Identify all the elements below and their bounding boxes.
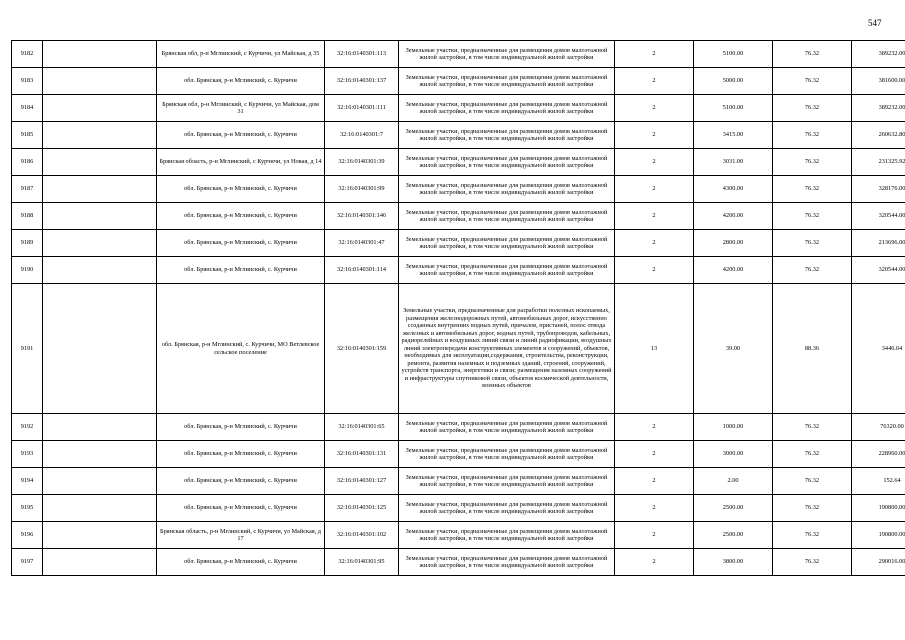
address-cell: Брянская обл, р-н Мглинский, с Курчичи, ул Майская, дом 31 <box>157 95 325 122</box>
rate-cell: 76.32 <box>773 68 852 95</box>
blank-cell <box>43 522 157 549</box>
category-cell: 2 <box>615 441 694 468</box>
address-cell: обл. Брянская, р-н Мглинский, с. Курчичи <box>157 441 325 468</box>
table-row <box>12 122 905 149</box>
row-number: 9190 <box>12 257 43 284</box>
area-cell: 2500.00 <box>694 522 773 549</box>
row-number: 9185 <box>12 122 43 149</box>
row-number: 9194 <box>12 468 43 495</box>
area-cell: 2800.00 <box>694 230 773 257</box>
permitted-use-cell: Земельные участки, предназначенные для размещения домов малоэтажной жилой застройки, в том числе индивидуальной жилой застройки <box>399 176 615 203</box>
category-cell: 2 <box>615 549 694 576</box>
rate-cell: 76.32 <box>773 95 852 122</box>
row-number: 9195 <box>12 495 43 522</box>
address-cell: обл. Брянская, р-н Мглинский, с. Курчичи <box>157 203 325 230</box>
row-number: 9182 <box>12 41 43 68</box>
row-number: 9193 <box>12 441 43 468</box>
address-cell: обл. Брянская, р-н Мглинский, с. Курчичи <box>157 414 325 441</box>
rate-cell: 76.32 <box>773 468 852 495</box>
blank-cell <box>43 441 157 468</box>
rate-cell: 76.32 <box>773 203 852 230</box>
rate-cell: 76.32 <box>773 41 852 68</box>
table-row <box>12 414 905 441</box>
area-cell: 2.00 <box>694 468 773 495</box>
permitted-use-cell: Земельные участки, предназначенные для разработки полезных ископаемых, размещения железнодорожных путей, автомобильных дорог, искусственно созданных внутренних водных путей, причалов, пристаней, полос отвода железных и автомобильных дорог, водных путей, трубопроводов, кабельных, радиорелейных и воздушных линий связи и линий радиофикации, воздушных линий электропередачи конструктивных элементов и сооружений, объектов, необходимых для эксплуатации,содержания, строительства, реконструкции, ремонта, развития наземных и подземных зданий, строений, сооружений, устройств транспорта, энергетики и связи; размещения наземных сооружений и инфраструктуры спутниковой связи, объектов космической деятельности, военных объектов <box>399 284 615 414</box>
permitted-use-cell: Земельные участки, предназначенные для размещения домов малоэтажной жилой застройки, в том числе индивидуальной жилой застройки <box>399 149 615 176</box>
cadastral-number-cell: 32:16:0140301:159 <box>325 284 399 414</box>
blank-cell <box>43 203 157 230</box>
blank-cell <box>43 68 157 95</box>
cadastral-number-cell: 32:16:0140301:65 <box>325 414 399 441</box>
row-number: 9191 <box>12 284 43 414</box>
permitted-use-cell: Земельные участки, предназначенные для размещения домов малоэтажной жилой застройки, в том числе индивидуальной жилой застройки <box>399 203 615 230</box>
area-cell: 4200.00 <box>694 203 773 230</box>
blank-cell <box>43 41 157 68</box>
cadastral-value-cell: 76320.00 <box>852 414 905 441</box>
category-cell: 2 <box>615 95 694 122</box>
address-cell: обл. Брянская, р-н Мглинский, с. Курчичи <box>157 176 325 203</box>
permitted-use-cell: Земельные участки, предназначенные для размещения домов малоэтажной жилой застройки, в том числе индивидуальной жилой застройки <box>399 95 615 122</box>
blank-cell <box>43 95 157 122</box>
table-row <box>12 95 905 122</box>
permitted-use-cell: Земельные участки, предназначенные для размещения домов малоэтажной жилой застройки, в том числе индивидуальной жилой застройки <box>399 522 615 549</box>
area-cell: 3031.00 <box>694 149 773 176</box>
table-row <box>12 495 905 522</box>
cadastral-value-cell: 190800.00 <box>852 522 905 549</box>
area-cell: 4300.00 <box>694 176 773 203</box>
address-cell: обл. Брянская, р-н Мглинский, с. Курчичи <box>157 468 325 495</box>
permitted-use-cell: Земельные участки, предназначенные для размещения домов малоэтажной жилой застройки, в том числе индивидуальной жилой застройки <box>399 549 615 576</box>
row-number: 9196 <box>12 522 43 549</box>
rate-cell: 88.36 <box>773 284 852 414</box>
cadastral-number-cell: 32:16:0140301:127 <box>325 468 399 495</box>
table-row <box>12 549 905 576</box>
area-cell: 5000.00 <box>694 68 773 95</box>
category-cell: 2 <box>615 522 694 549</box>
category-cell: 2 <box>615 122 694 149</box>
area-cell: 5100.00 <box>694 95 773 122</box>
cadastral-number-cell: 32:16:0140301:114 <box>325 257 399 284</box>
cadastral-number-cell: 32:16:0140301:99 <box>325 176 399 203</box>
permitted-use-cell: Земельные участки, предназначенные для размещения домов малоэтажной жилой застройки, в том числе индивидуальной жилой застройки <box>399 230 615 257</box>
category-cell: 13 <box>615 284 694 414</box>
row-number: 9192 <box>12 414 43 441</box>
rate-cell: 76.32 <box>773 549 852 576</box>
permitted-use-cell: Земельные участки, предназначенные для размещения домов малоэтажной жилой застройки, в том числе индивидуальной жилой застройки <box>399 414 615 441</box>
cadastral-number-cell: 32:16:0140301:47 <box>325 230 399 257</box>
cadastral-number-cell: 32:16:0140301:7 <box>325 122 399 149</box>
rate-cell: 76.32 <box>773 176 852 203</box>
cadastral-number-cell: 32:16:0140301:102 <box>325 522 399 549</box>
area-cell: 1000.00 <box>694 414 773 441</box>
category-cell: 2 <box>615 468 694 495</box>
table-row <box>12 176 905 203</box>
page-number: 547 <box>868 18 882 28</box>
cadastral-value-cell: 320544.00 <box>852 257 905 284</box>
address-cell: Брянская область, р-н Мглинский, с Курчичи, ул Новая, д 14 <box>157 149 325 176</box>
cadastral-number-cell: 32:16:0140301:131 <box>325 441 399 468</box>
rate-cell: 76.32 <box>773 414 852 441</box>
table-row <box>12 257 905 284</box>
cadastral-value-cell: 389232.00 <box>852 41 905 68</box>
rate-cell: 76.32 <box>773 522 852 549</box>
row-number: 9186 <box>12 149 43 176</box>
row-number: 9189 <box>12 230 43 257</box>
row-number: 9183 <box>12 68 43 95</box>
permitted-use-cell: Земельные участки, предназначенные для размещения домов малоэтажной жилой застройки, в том числе индивидуальной жилой застройки <box>399 122 615 149</box>
table-row <box>12 41 905 68</box>
cadastral-number-cell: 32:16:0140301:111 <box>325 95 399 122</box>
cadastral-value-cell: 290016.00 <box>852 549 905 576</box>
area-cell: 3415.00 <box>694 122 773 149</box>
address-cell: обл. Брянская, р-н Мглинский, с. Курчичи <box>157 230 325 257</box>
blank-cell <box>43 468 157 495</box>
rate-cell: 76.32 <box>773 149 852 176</box>
permitted-use-cell: Земельные участки, предназначенные для размещения домов малоэтажной жилой застройки, в том числе индивидуальной жилой застройки <box>399 257 615 284</box>
permitted-use-cell: Земельные участки, предназначенные для размещения домов малоэтажной жилой застройки, в том числе индивидуальной жилой застройки <box>399 441 615 468</box>
address-cell: обл. Брянская, р-н Мглинский, с. Курчичи <box>157 495 325 522</box>
area-cell: 4200.00 <box>694 257 773 284</box>
area-cell: 5100.00 <box>694 41 773 68</box>
category-cell: 2 <box>615 414 694 441</box>
address-cell: обл. Брянская, р-н Мглинский, с. Курчичи <box>157 549 325 576</box>
cadastral-number-cell: 32:16:0140301:125 <box>325 495 399 522</box>
address-cell: обл. Брянская, р-н Мглинский, с. Курчичи, МО Ветлевское сельское поселение <box>157 284 325 414</box>
table-row <box>12 441 905 468</box>
blank-cell <box>43 176 157 203</box>
table-body <box>12 41 905 576</box>
cadastral-value-cell: 320544.00 <box>852 203 905 230</box>
rate-cell: 76.32 <box>773 441 852 468</box>
address-cell: Брянская область, р-н Мглинский, с Курчичи, ул Майская, д 17 <box>157 522 325 549</box>
cadastral-number-cell: 32:16:0140301:95 <box>325 549 399 576</box>
blank-cell <box>43 122 157 149</box>
category-cell: 2 <box>615 230 694 257</box>
rate-cell: 76.32 <box>773 495 852 522</box>
area-cell: 3800.00 <box>694 549 773 576</box>
cadastral-value-cell: 328176.00 <box>852 176 905 203</box>
cadastral-value-cell: 260632.80 <box>852 122 905 149</box>
category-cell: 2 <box>615 176 694 203</box>
address-cell: обл. Брянская, р-н Мглинский, с. Курчичи <box>157 122 325 149</box>
address-cell: обл. Брянская, р-н Мглинский, с. Курчичи <box>157 257 325 284</box>
category-cell: 2 <box>615 149 694 176</box>
table-row <box>12 149 905 176</box>
blank-cell <box>43 495 157 522</box>
blank-cell <box>43 149 157 176</box>
cadastral-value-cell: 389232.00 <box>852 95 905 122</box>
cadastral-value-cell: 152.64 <box>852 468 905 495</box>
area-cell: 3000.00 <box>694 441 773 468</box>
category-cell: 2 <box>615 68 694 95</box>
blank-cell <box>43 284 157 414</box>
permitted-use-cell: Земельные участки, предназначенные для размещения домов малоэтажной жилой застройки, в том числе индивидуальной жилой застройки <box>399 468 615 495</box>
cadastral-value-cell: 213696.00 <box>852 230 905 257</box>
permitted-use-cell: Земельные участки, предназначенные для размещения домов малоэтажной жилой застройки, в том числе индивидуальной жилой застройки <box>399 68 615 95</box>
rate-cell: 76.32 <box>773 230 852 257</box>
rate-cell: 76.32 <box>773 122 852 149</box>
table-row <box>12 468 905 495</box>
blank-cell <box>43 414 157 441</box>
category-cell: 2 <box>615 495 694 522</box>
cadastral-number-cell: 32:16:0140301:137 <box>325 68 399 95</box>
category-cell: 2 <box>615 257 694 284</box>
cadastral-value-cell: 190800.00 <box>852 495 905 522</box>
cadastral-value-cell: 381600.00 <box>852 68 905 95</box>
cadastral-number-cell: 32:16:0140301:39 <box>325 149 399 176</box>
table-row <box>12 522 905 549</box>
table-row <box>12 203 905 230</box>
blank-cell <box>43 257 157 284</box>
cadastral-value-cell: 3446.04 <box>852 284 905 414</box>
land-registry-table <box>11 40 905 576</box>
area-cell: 39.00 <box>694 284 773 414</box>
rate-cell: 76.32 <box>773 257 852 284</box>
cadastral-number-cell: 32:16:0140301:113 <box>325 41 399 68</box>
permitted-use-cell: Земельные участки, предназначенные для размещения домов малоэтажной жилой застройки, в том числе индивидуальной жилой застройки <box>399 495 615 522</box>
cadastral-value-cell: 228960.00 <box>852 441 905 468</box>
category-cell: 2 <box>615 203 694 230</box>
blank-cell <box>43 230 157 257</box>
table-row <box>12 68 905 95</box>
address-cell: обл. Брянская, р-н Мглинский, с. Курчичи <box>157 68 325 95</box>
row-number: 9188 <box>12 203 43 230</box>
permitted-use-cell: Земельные участки, предназначенные для размещения домов малоэтажной жилой застройки, в том числе индивидуальной жилой застройки <box>399 41 615 68</box>
row-number: 9187 <box>12 176 43 203</box>
table-row <box>12 284 905 414</box>
row-number: 9197 <box>12 549 43 576</box>
table-row <box>12 230 905 257</box>
row-number: 9184 <box>12 95 43 122</box>
blank-cell <box>43 549 157 576</box>
area-cell: 2500.00 <box>694 495 773 522</box>
address-cell: Брянская обл, р-н Мглинский, с Курчичи, ул Майская, д 35 <box>157 41 325 68</box>
category-cell: 2 <box>615 41 694 68</box>
cadastral-value-cell: 231325.92 <box>852 149 905 176</box>
cadastral-number-cell: 32:16:0140301:146 <box>325 203 399 230</box>
